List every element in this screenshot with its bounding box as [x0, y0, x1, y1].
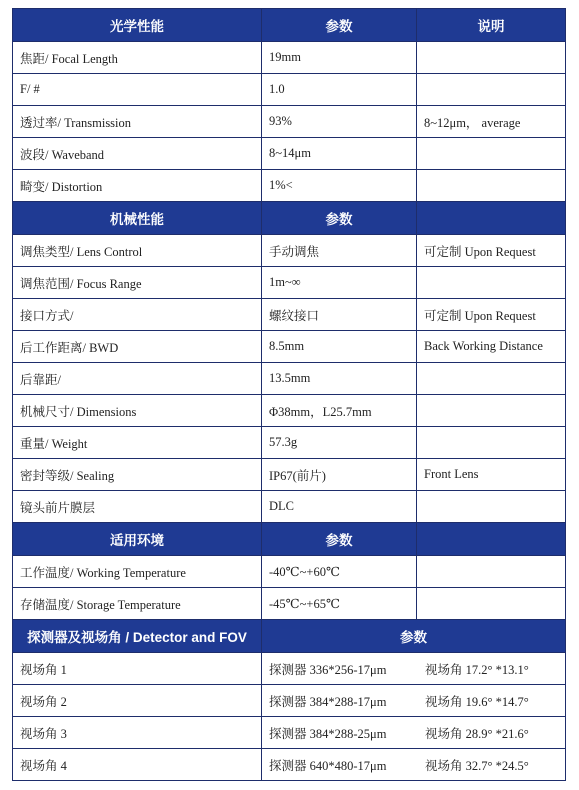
row-value: IP67(前片): [262, 459, 417, 491]
table-row: [13, 749, 566, 781]
row-value: 1%<: [262, 170, 417, 202]
row-note: Front Lens: [417, 459, 566, 491]
row-note: [417, 395, 566, 427]
table-row: [13, 459, 566, 491]
row-value: 57.3g: [262, 427, 417, 459]
field-of-view: 视场角 19.6° *14.7°: [425, 694, 529, 709]
fov-params: [262, 749, 566, 781]
table-row: [13, 138, 566, 170]
row-note: 8~12μm， average: [417, 106, 566, 138]
mechanical-header-note: [417, 202, 566, 235]
detector-header-label: 探测器及视场角 / Detector and FOV: [13, 620, 262, 653]
field-of-view: 视场角 28.9° *21.6°: [425, 726, 529, 741]
mechanical-header-label: 机械性能: [13, 202, 262, 235]
field-of-view: 视场角 17.2° *13.1°: [425, 662, 529, 677]
table-row: [13, 717, 566, 749]
table-row: [13, 331, 566, 363]
row-value: Φ38mm，L25.7mm: [262, 395, 417, 427]
row-value: 13.5mm: [262, 363, 417, 395]
row-value: -40℃~+60℃: [262, 556, 417, 588]
field-of-view: 视场角 32.7° *24.5°: [425, 758, 529, 773]
row-label: 密封等级/ Sealing: [13, 459, 262, 491]
detector-resolution: 探测器 384*288-25μm: [269, 726, 387, 741]
table-row: [13, 267, 566, 299]
row-label: 调焦类型/ Lens Control: [13, 235, 262, 267]
row-label: 后工作距离/ BWD: [13, 331, 262, 363]
table-row: [13, 363, 566, 395]
row-note: [417, 138, 566, 170]
row-note: Back Working Distance: [417, 331, 566, 363]
mechanical-header-param: 参数: [262, 202, 417, 235]
row-value: 1.0: [262, 74, 417, 106]
environment-header-label: 适用环境: [13, 523, 262, 556]
row-label: 透过率/ Transmission: [13, 106, 262, 138]
row-value: 手动调焦: [262, 235, 417, 267]
table-row: [13, 556, 566, 588]
fov-label: 视场角 3: [13, 717, 262, 749]
row-label: 镜头前片膜层: [13, 491, 262, 523]
environment-header-row: [13, 523, 566, 556]
row-note: 可定制 Upon Request: [417, 235, 566, 267]
spec-table: [12, 8, 566, 781]
table-row: [13, 74, 566, 106]
table-row: [13, 106, 566, 138]
table-row: [13, 235, 566, 267]
detector-header-param: 参数: [262, 620, 566, 653]
row-label: 波段/ Waveband: [13, 138, 262, 170]
row-label: 调焦范围/ Focus Range: [13, 267, 262, 299]
row-note: [417, 556, 566, 588]
row-note: [417, 588, 566, 620]
row-label: 存储温度/ Storage Temperature: [13, 588, 262, 620]
table-row: [13, 299, 566, 331]
fov-params: [262, 685, 566, 717]
fov-params: [262, 717, 566, 749]
row-label: 焦距/ Focal Length: [13, 42, 262, 74]
row-label: 后靠距/: [13, 363, 262, 395]
table-row: [13, 653, 566, 685]
row-note: [417, 42, 566, 74]
environment-header-param: 参数: [262, 523, 417, 556]
row-label: F/ #: [13, 74, 262, 106]
table-row: [13, 170, 566, 202]
table-row: [13, 588, 566, 620]
optical-header-row: [13, 9, 566, 42]
row-note: 可定制 Upon Request: [417, 299, 566, 331]
table-row: [13, 685, 566, 717]
row-note: [417, 363, 566, 395]
detector-header-row: [13, 620, 566, 653]
fov-label: 视场角 4: [13, 749, 262, 781]
optical-header-note: 说明: [417, 9, 566, 42]
row-value: 螺纹接口: [262, 299, 417, 331]
environment-header-note: [417, 523, 566, 556]
row-note: [417, 491, 566, 523]
fov-label: 视场角 1: [13, 653, 262, 685]
table-row: [13, 491, 566, 523]
detector-resolution: 探测器 384*288-17μm: [269, 694, 387, 709]
table-row: [13, 427, 566, 459]
row-note: [417, 427, 566, 459]
row-value: 19mm: [262, 42, 417, 74]
row-value: 8.5mm: [262, 331, 417, 363]
optical-header-label: 光学性能: [13, 9, 262, 42]
optical-header-param: 参数: [262, 9, 417, 42]
row-value: -45℃~+65℃: [262, 588, 417, 620]
row-value: DLC: [262, 491, 417, 523]
fov-params: [262, 653, 566, 685]
row-label: 重量/ Weight: [13, 427, 262, 459]
table-row: [13, 42, 566, 74]
detector-resolution: 探测器 640*480-17μm: [269, 758, 387, 773]
row-label: 畸变/ Distortion: [13, 170, 262, 202]
detector-resolution: 探测器 336*256-17μm: [269, 662, 387, 677]
row-label: 工作温度/ Working Temperature: [13, 556, 262, 588]
mechanical-header-row: [13, 202, 566, 235]
table-row: [13, 395, 566, 427]
row-value: 1m~∞: [262, 267, 417, 299]
row-label: 机械尺寸/ Dimensions: [13, 395, 262, 427]
row-note: [417, 74, 566, 106]
fov-label: 视场角 2: [13, 685, 262, 717]
row-note: [417, 170, 566, 202]
row-note: [417, 267, 566, 299]
row-value: 8~14μm: [262, 138, 417, 170]
row-value: 93%: [262, 106, 417, 138]
row-label: 接口方式/: [13, 299, 262, 331]
